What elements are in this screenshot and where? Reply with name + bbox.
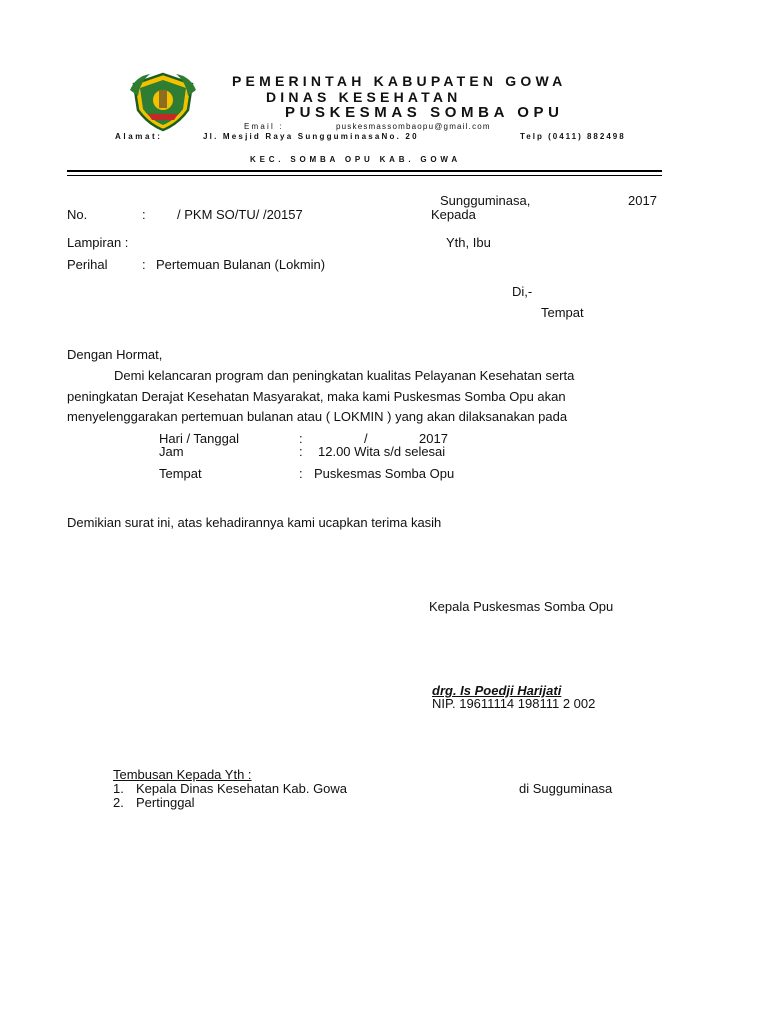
recipient: Yth, Ibu xyxy=(446,235,491,250)
number-label: No. xyxy=(67,207,88,222)
cc-item-2-text: Pertinggal xyxy=(136,795,195,810)
government-name: PEMERINTAH KABUPATEN GOWA xyxy=(232,73,567,89)
venue-colon: : xyxy=(299,466,303,481)
agency-name: DINAS KESEHATAN xyxy=(266,89,462,105)
address-value: Jl. Mesjid Raya SungguminasaNo. 20 xyxy=(203,132,419,141)
attachment-label: Lampiran : xyxy=(67,235,129,250)
cc-item-1-place: di Sugguminasa xyxy=(519,781,613,796)
day-separator: / xyxy=(364,431,368,446)
day-year: 2017 xyxy=(419,431,448,446)
paragraph-line-2: peningkatan Derajat Kesehatan Masyarakat, maka kami Puskesmas Somba Opu akan xyxy=(67,389,566,404)
signatory-name: drg. Is Poedji Harijati xyxy=(432,683,562,698)
letter-number: / PKM SO/TU/ /20157 xyxy=(177,207,303,222)
regency-emblem xyxy=(126,70,200,132)
venue-label: Tempat xyxy=(159,466,202,481)
time-colon: : xyxy=(299,444,303,459)
subject-colon: : xyxy=(142,257,146,272)
paragraph-line-3: menyelenggarakan pertemuan bulanan atau ( LOKMIN ) yang akan dilaksanakan pada xyxy=(67,409,568,424)
phone-number: Telp (0411) 882498 xyxy=(520,132,626,141)
cc-item-1-num: 1. xyxy=(113,781,124,796)
letter-year: 2017 xyxy=(628,193,657,208)
address-at: Di,- xyxy=(512,284,533,299)
place-date: Sungguminasa, xyxy=(440,193,531,208)
address-place: Tempat xyxy=(541,305,584,320)
email-value: puskesmassombaopu@gmail.com xyxy=(336,122,491,131)
time-value: 12.00 Wita s/d selesai xyxy=(318,444,446,459)
venue-value: Puskesmas Somba Opu xyxy=(314,466,455,481)
to-label: Kepada xyxy=(431,207,476,222)
signatory-title: Kepala Puskesmas Somba Opu xyxy=(429,599,614,614)
signatory-nip: NIP. 19611114 198111 2 002 xyxy=(432,696,596,711)
number-colon: : xyxy=(142,207,146,222)
district-line: KEC. SOMBA OPU KAB. GOWA xyxy=(250,155,461,164)
cc-item-1-text: Kepala Dinas Kesehatan Kab. Gowa xyxy=(136,781,348,796)
closing-sentence: Demikian surat ini, atas kehadirannya kami ucapkan terima kasih xyxy=(67,515,442,530)
address-label: Alamat: xyxy=(115,132,163,141)
header-rule-thick xyxy=(67,170,662,172)
paragraph-line-1: Demi kelancaran program dan peningkatan kualitas Pelayanan Kesehatan serta xyxy=(114,368,575,383)
facility-name: PUSKESMAS SOMBA OPU xyxy=(285,104,564,121)
cc-item-2-num: 2. xyxy=(113,795,124,810)
greeting: Dengan Hormat, xyxy=(67,347,163,362)
email-label: Email : xyxy=(244,122,284,131)
day-colon: : xyxy=(299,431,303,446)
time-label: Jam xyxy=(159,444,184,459)
cc-heading: Tembusan Kepada Yth : xyxy=(113,767,252,782)
header-rule-thin xyxy=(67,175,662,176)
subject-label: Perihal xyxy=(67,257,108,272)
subject-value: Pertemuan Bulanan (Lokmin) xyxy=(156,257,326,272)
day-label: Hari / Tanggal xyxy=(159,431,239,446)
